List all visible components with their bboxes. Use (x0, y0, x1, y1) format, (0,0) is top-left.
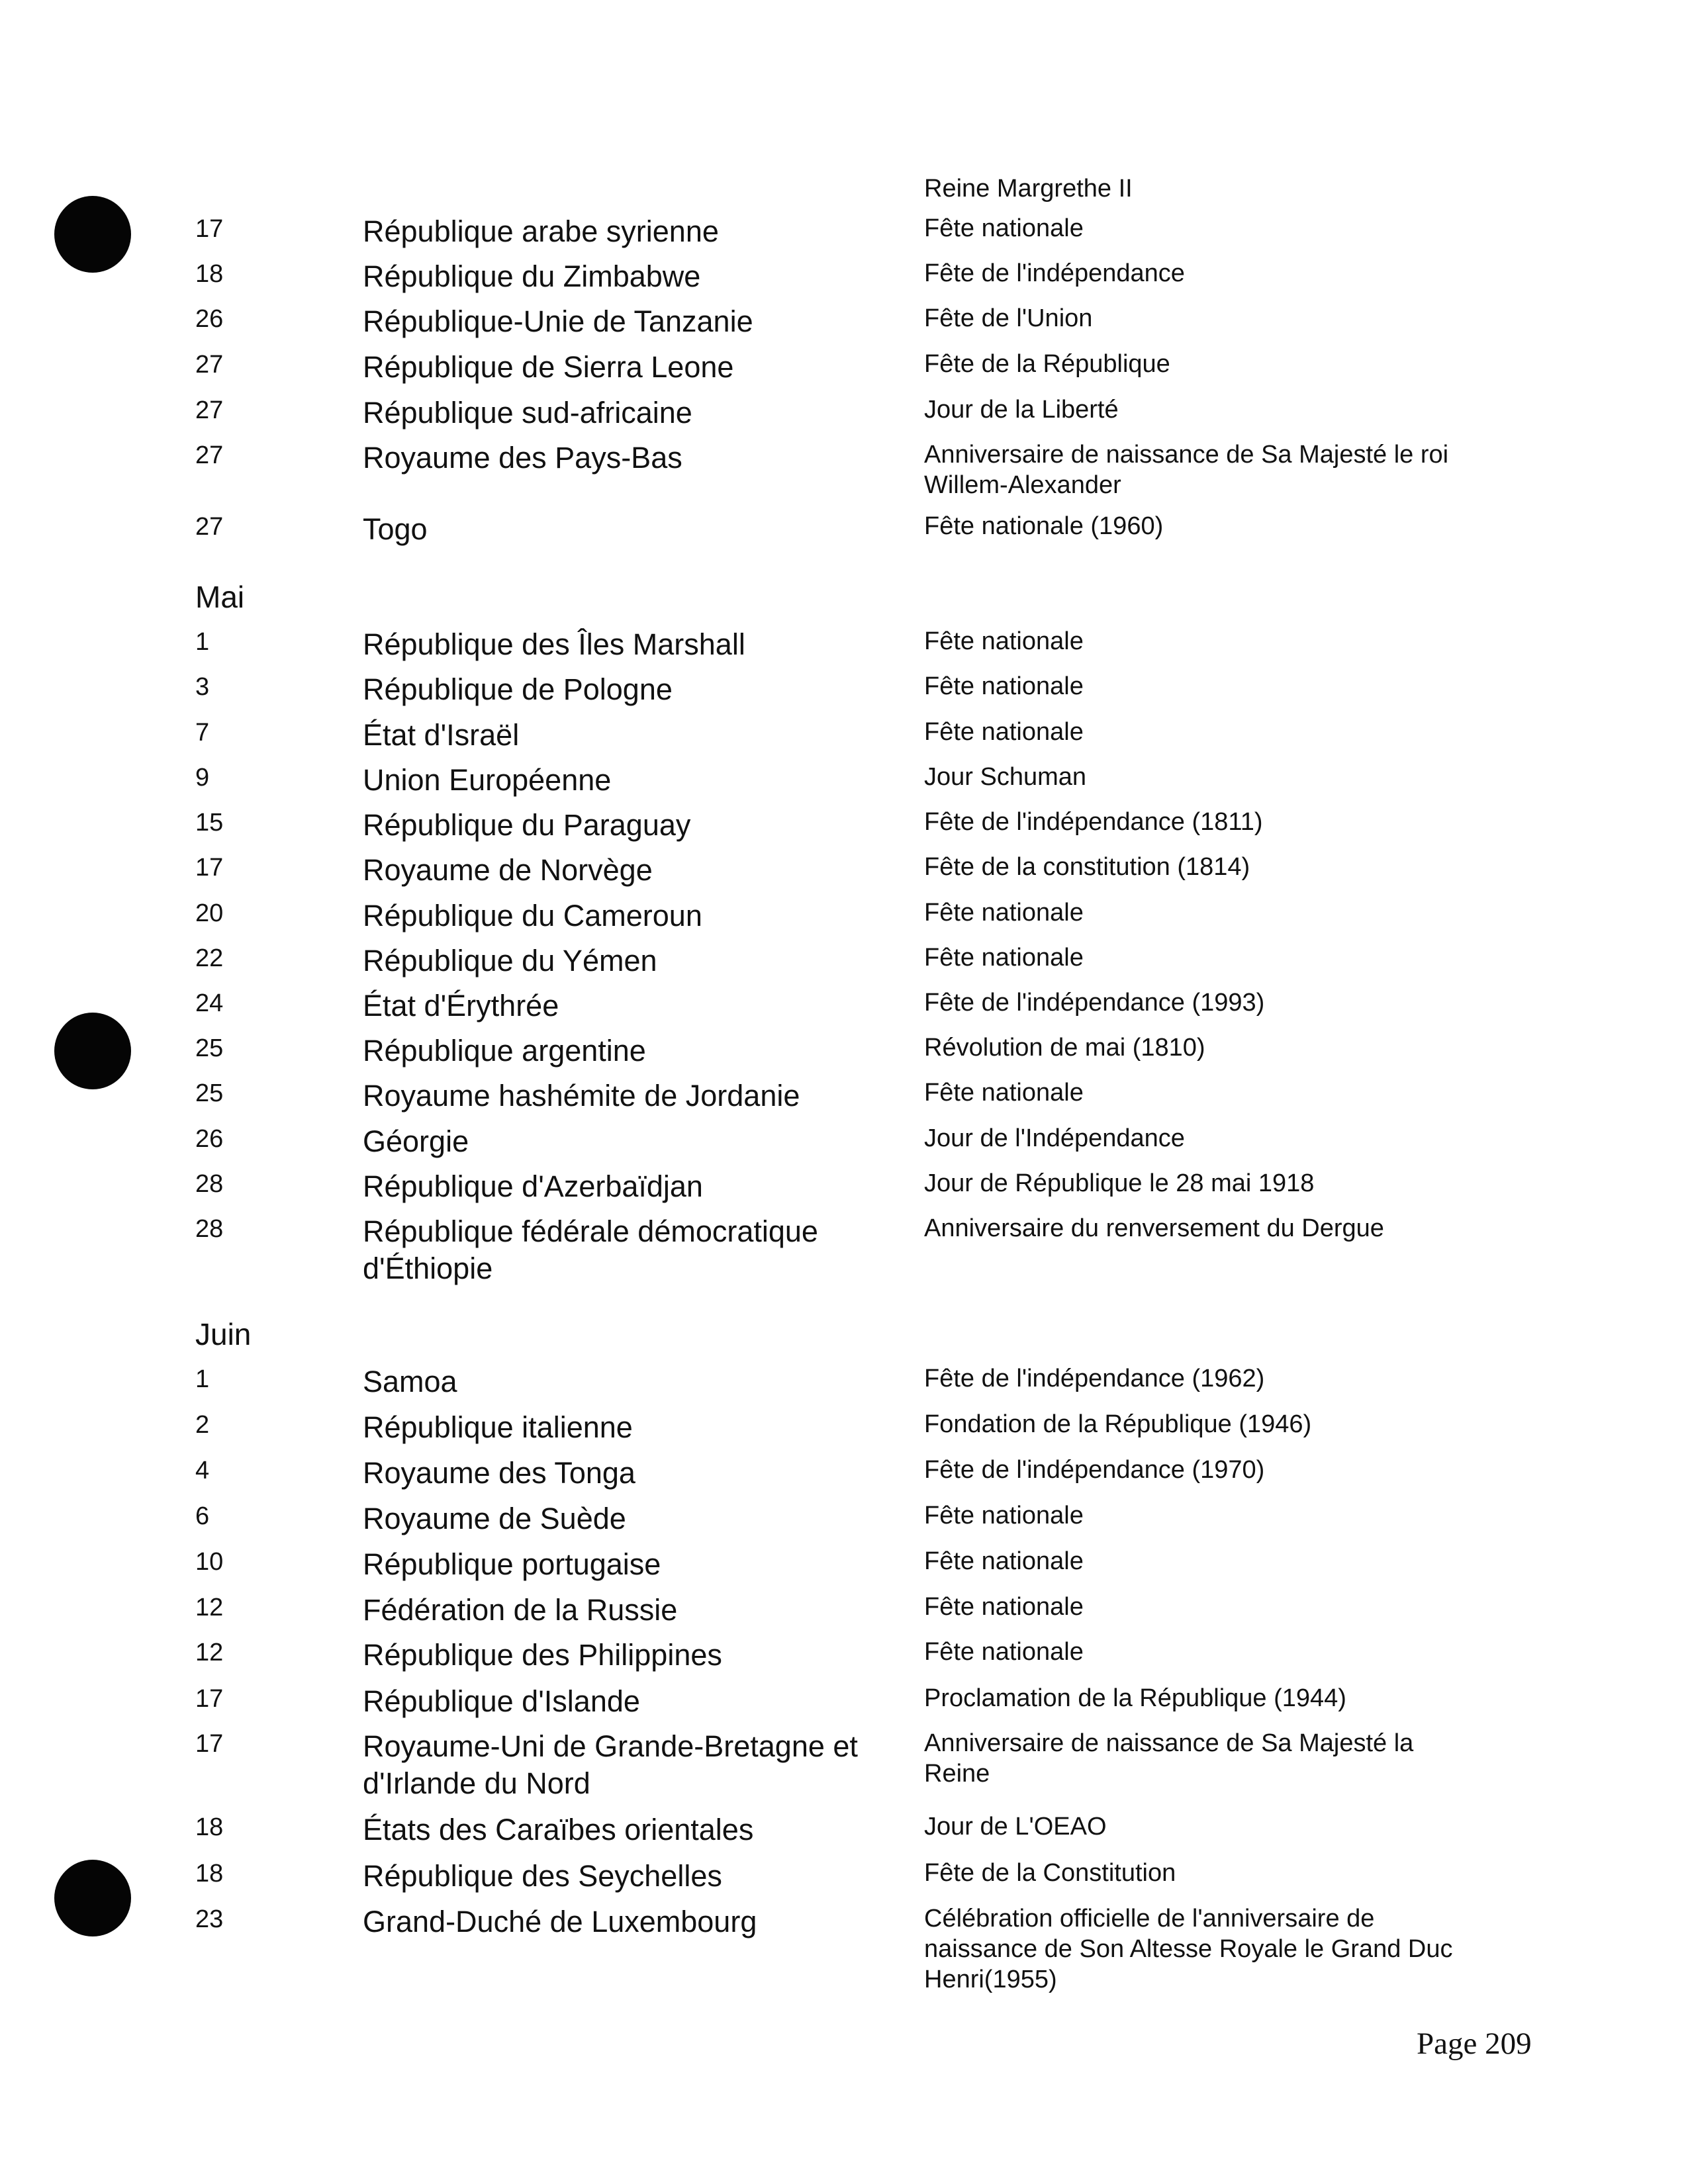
day-cell: 24 (195, 989, 224, 1017)
day-cell: 1 (195, 628, 210, 656)
day-cell: 12 (195, 1594, 224, 1621)
day-cell: 17 (195, 215, 224, 243)
day-cell: 6 (195, 1502, 210, 1530)
occasion-cell: Anniversaire du renversement du Dergue (924, 1214, 1384, 1242)
occasion-cell: Jour Schuman (924, 763, 1087, 791)
country-cell: République des Îles Marshall (363, 627, 745, 661)
day-cell: 18 (195, 1860, 224, 1888)
occasion-cell: Fête de l'Union (924, 304, 1093, 332)
day-cell: 28 (195, 1170, 224, 1198)
day-cell: 17 (195, 854, 224, 882)
country-cell: Royaume de Norvège (363, 853, 653, 887)
day-cell: 10 (195, 1548, 224, 1576)
day-cell: 27 (195, 441, 224, 469)
day-cell: 18 (195, 260, 224, 288)
country-cell: Royaume-Uni de Grande-Bretagne et d'Irlande du Nord (363, 1729, 858, 1800)
day-cell: 27 (195, 396, 224, 424)
occasion-cell: Fête nationale (924, 899, 1084, 927)
binder-hole (54, 1860, 131, 1936)
day-cell: 22 (195, 944, 224, 972)
occasion-cell: Fête nationale (924, 627, 1084, 655)
day-cell: 2 (195, 1411, 210, 1439)
country-cell: République des Seychelles (363, 1859, 722, 1893)
country-cell: République d'Azerbaïdjan (363, 1169, 703, 1203)
occasion-cell: Fête de la constitution (1814) (924, 853, 1250, 881)
occasion-cell: Fête nationale (1960) (924, 512, 1164, 540)
occasion-cell: Anniversaire de naissance de Sa Majesté la Reine (924, 1729, 1414, 1788)
country-cell: République du Yémen (363, 944, 657, 978)
occasion-cell: Fête nationale (924, 1638, 1084, 1666)
country-cell: République argentine (363, 1034, 646, 1068)
day-cell: 3 (195, 673, 210, 701)
day-cell: 15 (195, 809, 224, 837)
page-number: Page 209 (1417, 2026, 1532, 2061)
occasion-cell: Fête nationale (924, 944, 1084, 972)
occasion-cell: Fondation de la République (1946) (924, 1410, 1312, 1438)
occasion-cell: Fête de la République (924, 350, 1170, 378)
occasion-cell: Fête nationale (924, 1547, 1084, 1575)
occasion-cell: Fête nationale (924, 1593, 1084, 1621)
country-cell: République du Zimbabwe (363, 259, 701, 293)
occasion-cell: Fête nationale (924, 214, 1084, 242)
country-cell: République-Unie de Tanzanie (363, 304, 753, 338)
country-cell: Royaume hashémite de Jordanie (363, 1079, 800, 1113)
country-cell: Fédération de la Russie (363, 1593, 678, 1627)
country-cell: Royaume de Suède (363, 1502, 626, 1535)
country-cell: République d'Islande (363, 1684, 640, 1718)
day-cell: 18 (195, 1813, 224, 1841)
country-cell: Union Européenne (363, 763, 612, 797)
occasion-cell: Fête de l'indépendance (1962) (924, 1365, 1265, 1392)
country-cell: République de Pologne (363, 672, 673, 706)
day-cell: 17 (195, 1685, 224, 1713)
occasion-cell: Fête nationale (924, 1502, 1084, 1529)
country-cell: Géorgie (363, 1124, 469, 1158)
country-cell: République du Cameroun (363, 899, 702, 933)
occasion-cell: Fête de l'indépendance (924, 259, 1185, 287)
country-cell: République sud-africaine (363, 396, 692, 430)
occasion-cell: Fête de l'indépendance (1811) (924, 808, 1263, 836)
occasion-cell: Fête de la Constitution (924, 1859, 1176, 1887)
country-cell: Grand-Duché de Luxembourg (363, 1905, 757, 1938)
occasion-cell: Révolution de mai (1810) (924, 1034, 1205, 1062)
occasion-cell: Jour de l'Indépendance (924, 1124, 1185, 1152)
day-cell: 27 (195, 513, 224, 541)
day-cell: 12 (195, 1639, 224, 1666)
month-heading: Juin (195, 1317, 252, 1351)
occasion-cell: Célébration officielle de l'anniversaire de naissance de Son Altesse Royale le Grand Duc Henri(1955) (924, 1905, 1453, 1993)
binder-hole (54, 196, 131, 273)
country-cell: République italienne (363, 1410, 633, 1444)
binder-hole (54, 1013, 131, 1089)
country-cell: République du Paraguay (363, 808, 691, 842)
day-cell: 20 (195, 899, 224, 927)
country-cell: État d'Érythrée (363, 989, 559, 1023)
day-cell: 26 (195, 1125, 224, 1153)
country-cell: Togo (363, 512, 428, 546)
day-cell: 9 (195, 764, 210, 792)
country-cell: République portugaise (363, 1547, 661, 1581)
country-cell: Royaume des Tonga (363, 1456, 635, 1490)
occasion-cell: Fête nationale (924, 1079, 1084, 1107)
occasion-cell: Fête de l'indépendance (1970) (924, 1456, 1265, 1484)
country-cell: République arabe syrienne (363, 214, 719, 248)
country-cell: République des Philippines (363, 1638, 722, 1672)
carryover-occasion-line: Reine Margrethe II (924, 175, 1133, 203)
day-cell: 23 (195, 1905, 224, 1933)
country-cell: Royaume des Pays-Bas (363, 441, 682, 475)
day-cell: 25 (195, 1079, 224, 1107)
day-cell: 27 (195, 351, 224, 379)
country-cell: État d'Israël (363, 718, 520, 752)
day-cell: 4 (195, 1457, 210, 1484)
occasion-cell: Fête nationale (924, 718, 1084, 746)
occasion-cell: Fête de l'indépendance (1993) (924, 989, 1265, 1017)
occasion-cell: Jour de L'OEAO (924, 1813, 1107, 1841)
day-cell: 7 (195, 719, 210, 747)
occasion-cell: Proclamation de la République (1944) (924, 1684, 1346, 1712)
country-cell: République de Sierra Leone (363, 350, 734, 384)
month-heading: Mai (195, 580, 245, 614)
day-cell: 25 (195, 1034, 224, 1062)
country-cell: République fédérale démocratique d'Éthiopie (363, 1214, 818, 1285)
day-cell: 26 (195, 305, 224, 333)
occasion-cell: Fête nationale (924, 672, 1084, 700)
occasion-cell: Anniversaire de naissance de Sa Majesté le roi Willem-Alexander (924, 441, 1449, 499)
country-cell: États des Caraïbes orientales (363, 1813, 754, 1846)
day-cell: 1 (195, 1365, 210, 1393)
day-cell: 28 (195, 1215, 224, 1243)
day-cell: 17 (195, 1730, 224, 1758)
country-cell: Samoa (363, 1365, 457, 1398)
occasion-cell: Jour de République le 28 mai 1918 (924, 1169, 1315, 1197)
occasion-cell: Jour de la Liberté (924, 396, 1119, 424)
